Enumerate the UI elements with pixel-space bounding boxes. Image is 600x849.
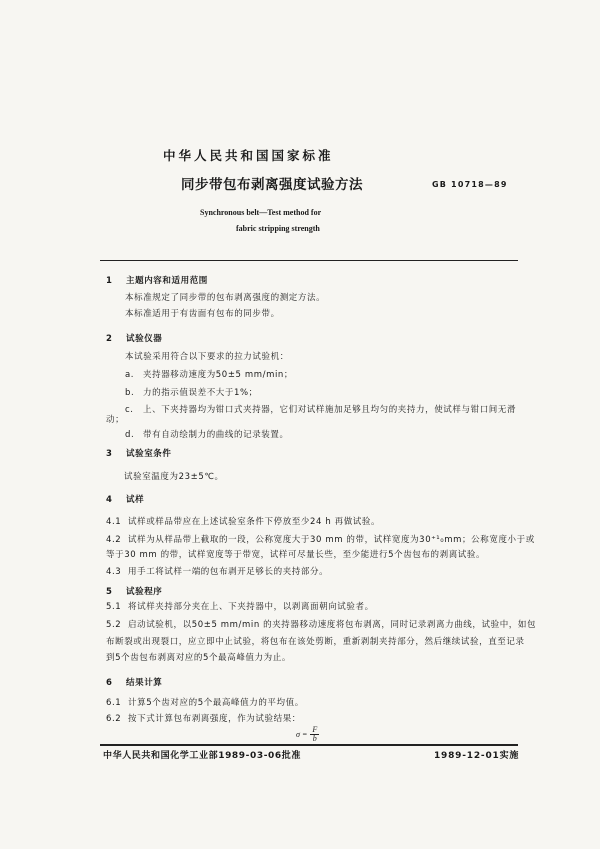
clause-4-2-continued: 等于30 mm 的带，试样宽度等于带宽，试样可尽量长些，至少能进行5个齿包布的剥离试验。 [106,550,486,560]
list-item-continued: 动； [106,415,125,425]
document-title: 同步带包布剥离强度试验方法 [181,177,363,193]
section-3-heading: 3 试验室条件 [106,449,172,459]
section-2-heading: 2 试验仪器 [106,334,163,344]
section-4-heading: 4 试样 [106,495,145,505]
section-5-heading: 5 试验程序 [106,587,163,597]
country-standard: 中华人民共和国国家标准 [163,148,334,163]
approval-note: 中华人民共和国化学工业部1989-03-06批准 [103,751,301,761]
english-title-2: fabric stripping strength [236,224,320,233]
clause-5-2-continued: 布断裂或出现裂口，应立即中止试验，将包布在该处剪断，重新剥制夹持部分，然后继续试验，直至记录 [106,637,525,647]
clause-6-2: 6.2 按下式计算包布剥离强度，作为试验结果： [106,714,301,724]
effective-date: 1989-12-01实施 [434,751,520,761]
clause-6-1: 6.1 计算5个齿对应的5个最高峰值力的平均值。 [106,698,304,708]
clause-4-3: 4.3 用手工将试样一端的包布剥开足够长的夹持部分。 [106,567,329,577]
list-item: b. 力的指示值误差不大于1%； [125,388,258,398]
paragraph: 试验室温度为23±5℃。 [124,472,224,482]
section-6-heading: 6 结果计算 [106,678,163,688]
list-item: a. 夹持器移动速度为50±5 mm/min； [125,370,294,380]
list-item: d. 带有自动绘制力的曲线的记录装置。 [125,430,289,440]
clause-4-1: 4.1 试样或样品带应在上述试验室条件下停放至少24 h 再做试验。 [106,517,381,527]
paragraph: 本标准适用于有齿面有包布的同步带。 [125,309,280,319]
clause-4-2: 4.2 试样为从样品带上截取的一段，公称宽度大于30 mm 的带，试样宽度为30⁺¹₀mm；公称宽度小于或 [106,535,535,545]
clause-5-2-continued: 到5个齿包布剥离对应的5个最高峰值力为止。 [106,653,291,663]
english-title-1: Synchronous belt—Test method for [200,208,322,217]
header-rule [100,260,518,261]
paragraph: 本试验采用符合以下要求的拉力试验机： [125,352,289,362]
section-1-heading: 1 主题内容和适用范围 [106,276,208,286]
clause-5-2: 5.2 启动试验机，以50±5 mm/min 的夹持器移动速度将包布剥离，同时记录剥离力曲线，试验中，如包 [106,620,537,630]
formula: σ = $\frac{F}{b}$ [296,725,318,743]
clause-5-1: 5.1 将试样夹持部分夹在上、下夹持器中，以剥离面朝向试验者。 [106,602,374,612]
standard-code: GB 10718—89 [432,180,508,189]
list-item: c. 上、下夹持器均为钳口式夹持器，它们对试样施加足够且均匀的夹持力，使试样与钳口间无滑 [125,405,517,415]
footer-rule [100,744,518,746]
fraction: $\frac{F}{b}$ [312,725,318,743]
paragraph: 本标准规定了同步带的包布剥离强度的测定方法。 [125,293,326,303]
